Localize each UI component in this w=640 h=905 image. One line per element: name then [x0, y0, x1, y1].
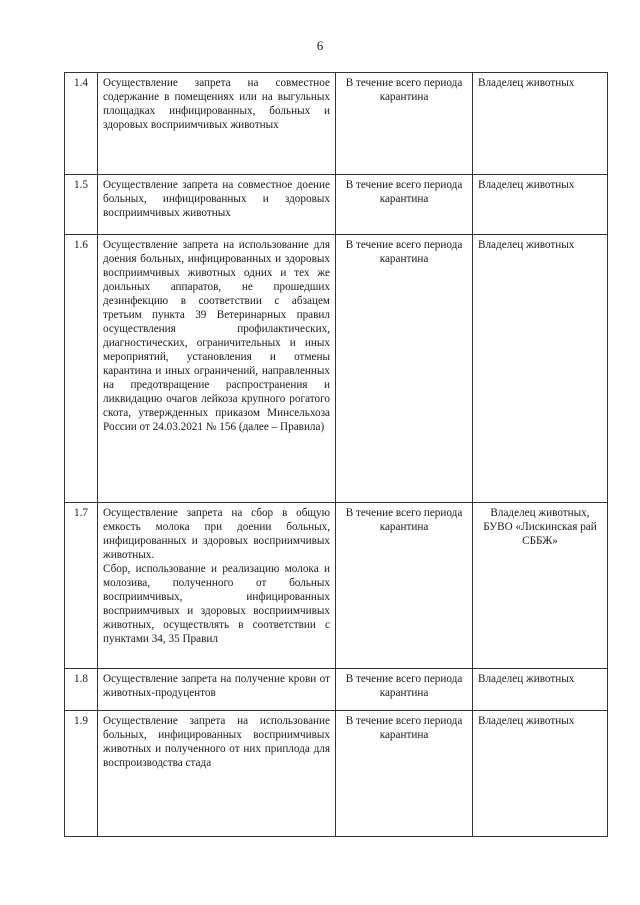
measure-description	[98, 503, 336, 669]
measure-term: В течение всего периода карантина	[336, 73, 473, 175]
measure-description	[98, 235, 336, 503]
description-paragraph: Осуществление запрета на совместное содержание в помещениях или на выгульных площадках инфицированных, больных и здоровых восприимчивых животных	[103, 77, 330, 131]
table-row	[65, 503, 608, 669]
measure-term: В течение всего периода карантина	[336, 175, 473, 235]
description-paragraph: Осуществление запрета на получение крови от животных-продуцентов	[103, 673, 330, 699]
measure-term: В течение всего периода карантина	[336, 235, 473, 503]
row-number: 1.7	[65, 503, 98, 669]
table-row	[65, 73, 608, 175]
measure-description	[98, 669, 336, 711]
measure-term: В течение всего периода карантина	[336, 503, 473, 669]
measure-description	[98, 711, 336, 837]
row-number: 1.5	[65, 175, 98, 235]
row-number: 1.8	[65, 669, 98, 711]
measure-term: В течение всего периода карантина	[336, 711, 473, 837]
measure-responsible: Владелец животных	[473, 711, 608, 837]
table-row	[65, 235, 608, 503]
row-number: 1.9	[65, 711, 98, 837]
description-paragraph: Осуществление запрета на совместное доение больных, инфицированных и здоровых восприимчивых животных	[103, 179, 330, 219]
row-number: 1.6	[65, 235, 98, 503]
measure-term: В течение всего периода карантина	[336, 669, 473, 711]
measure-description	[98, 175, 336, 235]
measure-description	[98, 73, 336, 175]
table-row	[65, 711, 608, 837]
measure-responsible: Владелец животных	[473, 669, 608, 711]
description-paragraph: Осуществление запрета на использование больных, инфицированных восприимчивых животных и полученного от них приплода для воспроизводства стада	[103, 715, 330, 769]
table-row	[65, 175, 608, 235]
description-paragraph: Осуществление запрета на сбор в общую емкость молока при доении больных, инфицированных и здоровых восприимчивых животных.	[103, 507, 330, 561]
measures-table	[64, 72, 608, 837]
description-paragraph: Осуществление запрета на использование для доения больных, инфицированных и здоровых восприимчивых животных одних и тех же доильных аппаратов, не прошедших дезинфекцию в соответствии с абзацем третьим пункта 39 Ветеринарных правил осуществления профилактических, диагностических, ограничительных и иных мероприятий, установления и отмены карантина и иных ограничений, направленных на предотвращение распространения и ликвидацию очагов лейкоза крупного рогатого скота, утвержденных приказом Минсельхоза России от 24.03.2021 № 156 (далее – Правила)	[103, 239, 330, 433]
measure-responsible: Владелец животных	[473, 73, 608, 175]
page-number: 6	[316, 38, 324, 53]
table-row	[65, 669, 608, 711]
row-number: 1.4	[65, 73, 98, 175]
measure-responsible: Владелец животных	[473, 235, 608, 503]
measure-responsible: Владелец животных	[473, 175, 608, 235]
measure-responsible: Владелец животных, БУВО «Лискинская рай СББЖ»	[473, 503, 608, 669]
description-paragraph: Сбор, использование и реализацию молока и молозива, полученного от больных восприимчивых, инфицированных восприимчивых и здоровых восприимчивых животных, осуществлять в соответствии с пунктами 34, 35 Правил	[103, 563, 330, 645]
